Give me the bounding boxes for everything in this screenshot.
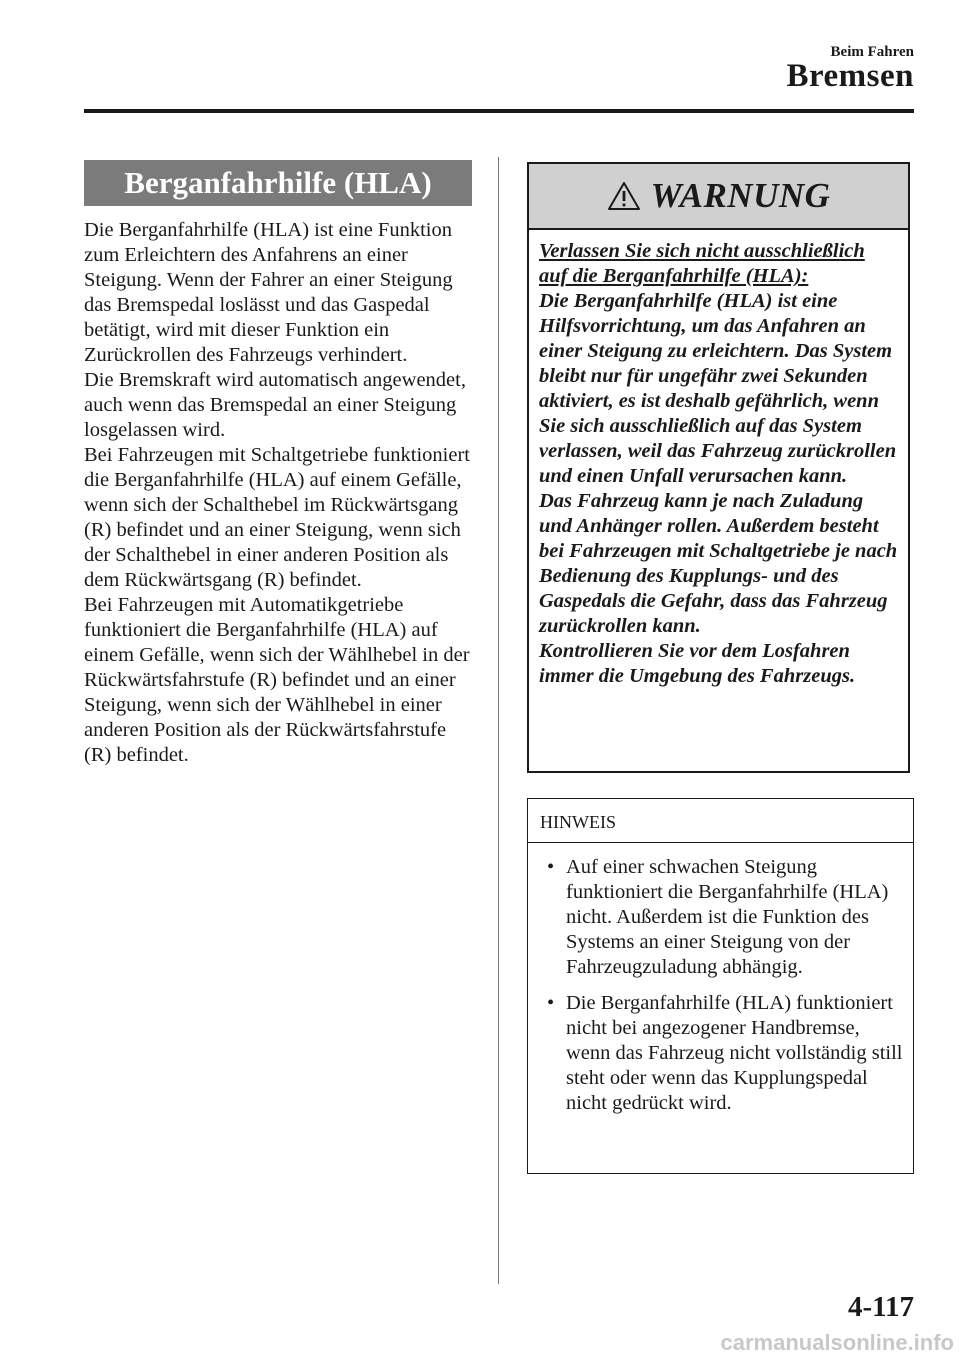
note-item (538, 855, 903, 980)
page-number: 4-117 (847, 1291, 914, 1323)
column-divider (498, 157, 499, 1284)
page-title: Bremsen (786, 58, 914, 94)
note-title: HINWEIS (528, 799, 913, 843)
warning-triangle-icon (607, 181, 641, 211)
warning-paragraph: Die Berganfahrhilfe (HLA) ist eine Hilfsvorrichtung, um das Anfahren an einer Steigung zu erleichtern. Das System bleibt nur für ungefähr zwei Sekunden aktiviert, es ist deshalb gefährlich, wenn Sie sich ausschließlich auf das System verlassen, weil das Fahrzeug zurückrollen und einen Unfall verursachen kann. (539, 290, 897, 487)
warning-body (529, 230, 908, 689)
warning-paragraph: Kontrollieren Sie vor dem Losfahren immer die Umgebung des Fahrzeugs. (539, 640, 856, 687)
warning-subheading: Verlassen Sie sich nicht ausschließlich auf die Berganfahrhilfe (HLA): (539, 240, 865, 287)
warning-title: WARNUNG (650, 176, 831, 215)
warning-header (529, 164, 908, 230)
bullet-icon: • (547, 856, 555, 878)
warning-box (527, 162, 910, 773)
body-paragraph: Bei Fahrzeugen mit Automatikgetriebe funktioniert die Berganfahrhilfe (HLA) auf einem Gefälle, wenn sich der Wählhebel in der Rückwärtsfahrstufe (R) befindet und an einer Steigung, wenn sich der Wählhebel in einer anderen Position als der Rückwärtsfahrstufe (R) befindet. (84, 594, 470, 766)
body-paragraph: Bei Fahrzeugen mit Schaltgetriebe funktioniert die Berganfahrhilfe (HLA) auf einem Gefälle, wenn sich der Schalthebel im Rückwärtsgang (R) befindet und an einer Steigung, wenn sich der Schalthebel in einer anderen Position als dem Rückwärtsgang (R) befindet. (84, 444, 470, 591)
body-paragraph: Die Berganfahrhilfe (HLA) ist eine Funktion zum Erleichtern des Anfahrens an einer Steigung. Wenn der Fahrer an einer Steigung das Bremspedal loslässt und das Gaspedal betätigt, wird mit dieser Funktion ein Zurückrollen des Fahrzeugs verhindert. (84, 219, 453, 366)
body-paragraph: Die Bremskraft wird automatisch angewendet, auch wenn das Bremspedal an einer Steigung losgelassen wird. (84, 369, 466, 441)
note-box (527, 798, 914, 1174)
section-label: Beim Fahren (830, 44, 914, 60)
left-column (84, 160, 472, 768)
note-list (528, 843, 913, 1116)
body-text (84, 218, 472, 768)
note-item-text: Auf einer schwachen Steigung funktioniert die Berganfahrhilfe (HLA) nicht. Außerdem ist die Funktion des Systems an einer Steigung von der Fahrzeugzuladung abhängig. (566, 856, 889, 978)
warning-paragraph: Das Fahrzeug kann je nach Zuladung und Anhänger rollen. Außerdem besteht bei Fahrzeugen mit Schaltgetriebe je nach Bedienung des Kupplungs- und des Gaspedals die Gefahr, dass das Fahrzeug zurückrollen kann. (539, 490, 898, 637)
section-heading: Berganfahrhilfe (HLA) (84, 160, 472, 206)
header-rule (84, 109, 914, 113)
note-item (538, 991, 903, 1116)
note-item-text: Die Berganfahrhilfe (HLA) funktioniert nicht bei angezogener Handbremse, wenn das Fahrzeug nicht vollständig still steht oder wenn das Kupplungspedal nicht gedrückt wird. (566, 992, 903, 1114)
bullet-icon: • (547, 992, 555, 1014)
watermark: carmanualsonline.info (720, 1330, 954, 1355)
